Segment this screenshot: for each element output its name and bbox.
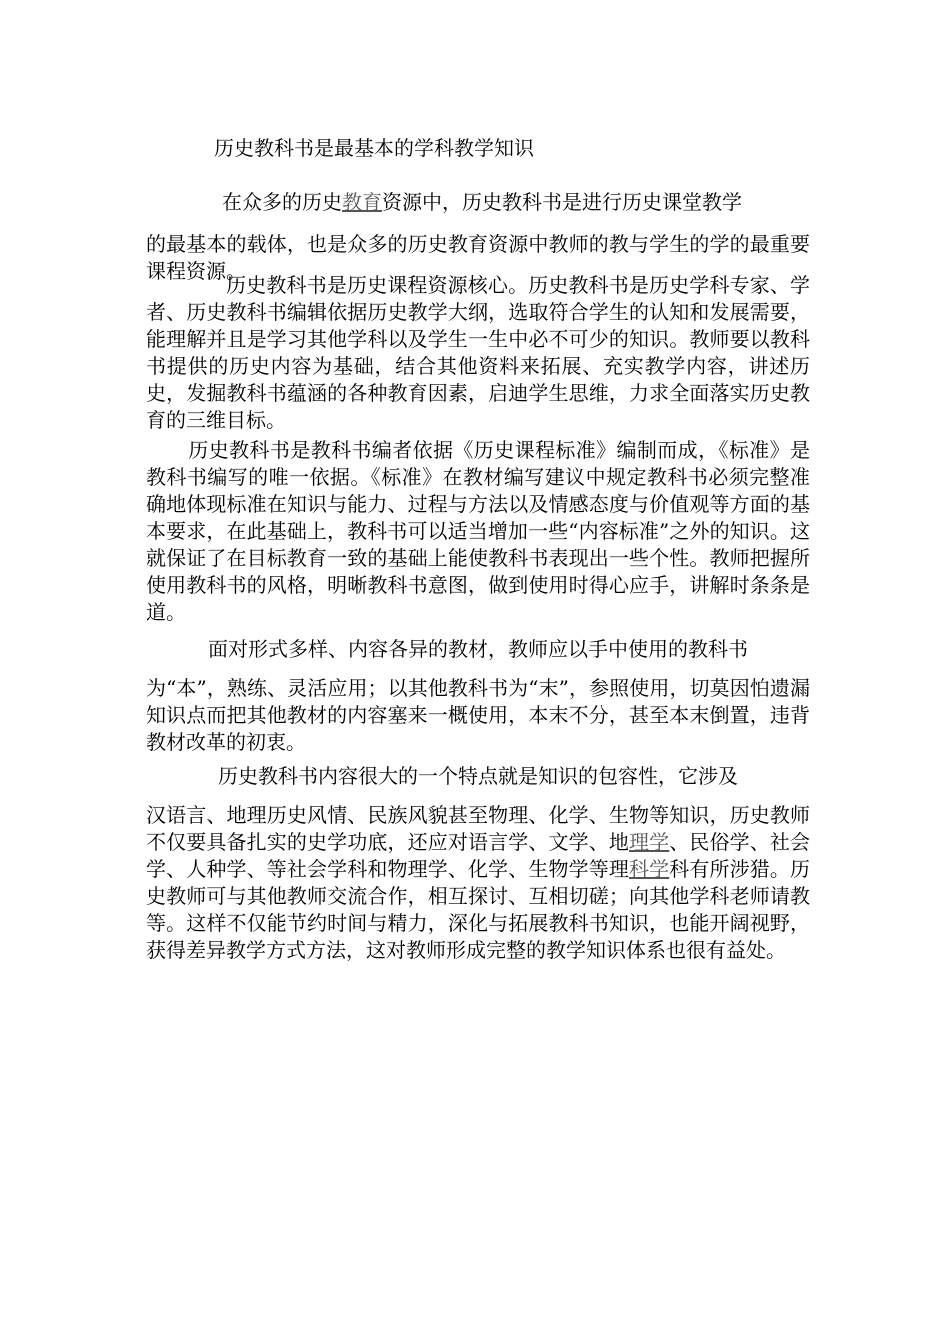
paragraph-5: 历史教科书内容很大的一个特点就是知识的包容性，它涉及 汉语言、地理历史风情、民族风貌甚至物理、化学、生物等知识，历史教师不仅要具备扎实的史学功底，还应对语言学、文学、地理学、民俗学、社会学、人种学、等社会学科和物理学、化学、生物学等理科学科有所涉猎。历史教师可与其他教师交流合作，相互探讨、互相切磋；向其他学科老师请教等。这样不仅能节约时间与精力，深化与拓展教科书知识，也能开阔视野，获得差异教学方式方法，这对教师形成完整的教学知识体系也很有益处。 <box>146 764 810 962</box>
paragraph-4 <box>146 636 810 756</box>
link-education[interactable]: 教育 <box>342 190 382 214</box>
paragraph-1-first-line: 在众多的历史教育资源中，历史教科书是进行历史课堂教学 <box>222 190 742 214</box>
document-title: 历史教科书是最基本的学科教学知识 <box>214 136 534 160</box>
paragraph-4-rest: 为“本”，熟练、灵活应用；以其他教科书为“末”，参照使用，切莫因怕遗漏知识点而把其他教材的内容塞来一概使用，本末不分，甚至本末倒置，违背教材改革的初衷。 <box>146 676 810 754</box>
paragraph-2: 历史教科书是历史课程资源核心。历史教科书是历史学科专家、学者、历史教科书编辑依据历史教学大纲，选取符合学生的认知和发展需要，能理解并且是学习其他学科以及学生一生中必不可少的知识。教师要以教科书提供的历史内容为基础，结合其他资料来拓展、充实教学内容，讲述历史，发掘教科书蕴涵的各种教育因素，启迪学生思维，力求全面落实历史教育的三维目标。 <box>146 273 810 432</box>
link-geography[interactable]: 理学 <box>629 830 670 854</box>
paragraph-3: 历史教科书是教科书编者依据《历史课程标准》编制而成，《标准》是教科书编写的唯一依据。《标准》在教材编写建议中规定教科书必须完整准确地体现标准在知识与能力、过程与方法以及情感态度与价值观等方面的基本要求，在此基础上，教科书可以适当增加一些“内容标准”之外的知识。这就保证了在目标教育一致的基础上能使教科书表现出一些个性。教师把握所使用教科书的风格，明晰教科书意图，做到使用时得心应手，讲解时条条是道。 <box>146 438 810 624</box>
paragraph-5-first-line: 历史教科书内容很大的一个特点就是知识的包容性，它涉及 <box>218 764 738 788</box>
paragraph-1 <box>146 189 810 285</box>
link-science[interactable]: 科学 <box>629 857 670 881</box>
paragraph-4-first-line: 面对形式多样、内容各异的教材，教师应以手中使用的教科书 <box>208 637 748 661</box>
paragraph-1-rest: 的最基本的载体，也是众多的历史教育资源中教师的教与学生的学的最重要课程资源。 <box>146 232 810 283</box>
